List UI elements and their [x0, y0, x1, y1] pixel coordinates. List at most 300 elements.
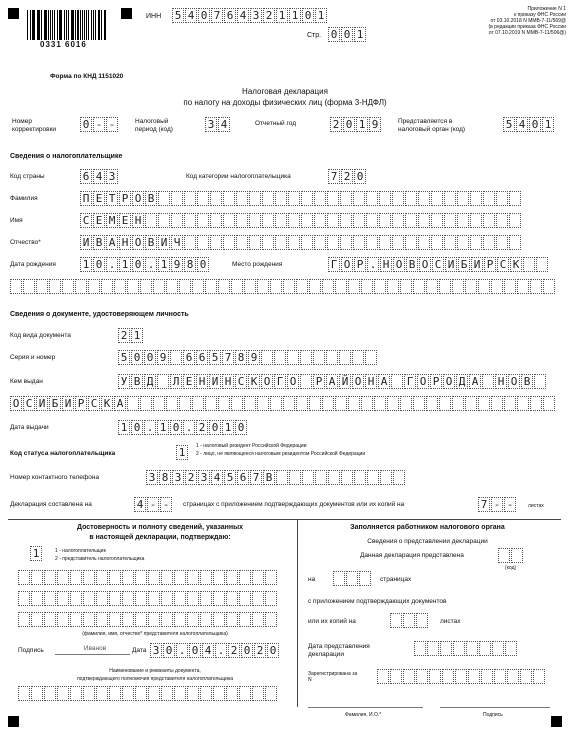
char-cell[interactable] — [236, 235, 248, 250]
char-cell[interactable] — [231, 396, 243, 411]
char-cell[interactable]: К — [101, 396, 113, 411]
char-cell[interactable] — [96, 686, 108, 701]
char-cell[interactable] — [200, 612, 212, 627]
char-cell[interactable] — [483, 235, 495, 250]
char-cell[interactable]: А — [326, 374, 338, 389]
char-cell[interactable]: 8 — [184, 257, 196, 272]
char-cell[interactable] — [523, 257, 535, 272]
char-cell[interactable] — [380, 470, 392, 485]
char-cell[interactable]: 1 — [157, 420, 169, 435]
char-cell[interactable]: Л — [170, 374, 182, 389]
char-cell[interactable]: О — [417, 374, 429, 389]
char-cell[interactable] — [166, 279, 178, 294]
char-cell[interactable] — [444, 213, 456, 228]
char-cell[interactable] — [302, 470, 314, 485]
char-cell[interactable] — [416, 669, 428, 684]
char-cell[interactable] — [174, 686, 186, 701]
char-cell[interactable]: Е — [93, 213, 105, 228]
char-cell[interactable] — [174, 570, 186, 585]
char-cell[interactable] — [289, 470, 301, 485]
char-cell[interactable] — [122, 591, 134, 606]
char-cell[interactable]: Е — [183, 374, 195, 389]
char-cell[interactable] — [213, 591, 225, 606]
char-cell[interactable]: 0 — [131, 350, 143, 365]
char-cell[interactable] — [31, 570, 43, 585]
char-cell[interactable] — [236, 191, 248, 206]
char-cell[interactable] — [197, 213, 209, 228]
char-cell[interactable] — [387, 279, 399, 294]
char-cell[interactable]: 7 — [250, 470, 262, 485]
char-cell[interactable] — [353, 213, 365, 228]
char-cell[interactable]: Р — [484, 257, 496, 272]
char-cell[interactable]: - — [147, 497, 159, 512]
char-cell[interactable] — [322, 396, 334, 411]
char-cell[interactable]: О — [352, 374, 364, 389]
char-cell[interactable] — [313, 350, 325, 365]
char-cell[interactable] — [153, 279, 165, 294]
char-cell[interactable] — [96, 591, 108, 606]
char-cell[interactable]: . — [183, 420, 195, 435]
char-cell[interactable]: 1 — [176, 445, 188, 460]
char-cell[interactable]: С — [88, 396, 100, 411]
char-cell[interactable] — [122, 686, 134, 701]
char-cell[interactable] — [161, 591, 173, 606]
char-cell[interactable]: Т — [106, 191, 118, 206]
char-cell[interactable] — [339, 350, 351, 365]
char-cell[interactable] — [491, 396, 503, 411]
char-cell[interactable]: Н — [222, 374, 234, 389]
char-cell[interactable]: . — [215, 643, 227, 658]
char-cell[interactable] — [418, 191, 430, 206]
period-cells[interactable] — [205, 117, 231, 132]
char-cell[interactable]: - — [491, 497, 503, 512]
char-cell[interactable]: 6 — [80, 169, 92, 184]
char-cell[interactable] — [322, 279, 334, 294]
char-cell[interactable]: . — [106, 257, 118, 272]
char-cell[interactable]: В — [406, 257, 418, 272]
char-cell[interactable]: 3 — [205, 117, 217, 132]
char-cell[interactable] — [431, 191, 443, 206]
char-cell[interactable]: 1 — [131, 328, 143, 343]
char-cell[interactable] — [239, 570, 251, 585]
char-cell[interactable] — [210, 235, 222, 250]
char-cell[interactable] — [140, 396, 152, 411]
char-cell[interactable] — [210, 213, 222, 228]
char-cell[interactable] — [470, 235, 482, 250]
char-cell[interactable] — [166, 396, 178, 411]
char-cell[interactable] — [453, 641, 465, 656]
representative-cells-row1[interactable] — [18, 570, 278, 585]
char-cell[interactable]: 1 — [158, 257, 170, 272]
char-cell[interactable]: 0 — [529, 117, 541, 132]
char-cell[interactable]: 3 — [198, 470, 210, 485]
char-cell[interactable]: Д — [144, 374, 156, 389]
char-cell[interactable] — [109, 686, 121, 701]
char-cell[interactable] — [348, 279, 360, 294]
char-cell[interactable] — [457, 191, 469, 206]
char-cell[interactable]: 5 — [209, 350, 221, 365]
char-cell[interactable]: 1 — [276, 8, 288, 23]
char-cell[interactable] — [465, 396, 477, 411]
char-cell[interactable]: В — [145, 191, 157, 206]
char-cell[interactable] — [403, 613, 415, 628]
char-cell[interactable] — [179, 279, 191, 294]
char-cell[interactable] — [57, 612, 69, 627]
char-cell[interactable]: 0 — [354, 169, 366, 184]
char-cell[interactable]: 2 — [330, 117, 342, 132]
char-cell[interactable] — [353, 191, 365, 206]
char-cell[interactable] — [496, 213, 508, 228]
char-cell[interactable] — [543, 396, 555, 411]
char-cell[interactable]: Н — [495, 374, 507, 389]
char-cell[interactable]: 5 — [118, 350, 130, 365]
char-cell[interactable] — [70, 570, 82, 585]
char-cell[interactable]: О — [393, 257, 405, 272]
char-cell[interactable]: - — [106, 117, 118, 132]
char-cell[interactable] — [390, 669, 402, 684]
char-cell[interactable] — [326, 350, 338, 365]
char-cell[interactable] — [88, 279, 100, 294]
char-cell[interactable]: 1 — [542, 117, 554, 132]
char-cell[interactable] — [507, 669, 519, 684]
char-cell[interactable]: - — [93, 117, 105, 132]
char-cell[interactable]: А — [378, 374, 390, 389]
char-cell[interactable] — [504, 279, 516, 294]
char-cell[interactable]: Г — [328, 257, 340, 272]
char-cell[interactable] — [62, 279, 74, 294]
char-cell[interactable] — [226, 686, 238, 701]
issuer-cells-row1[interactable] — [118, 374, 547, 389]
char-cell[interactable]: О — [341, 257, 353, 272]
char-cell[interactable]: 3 — [146, 470, 158, 485]
char-cell[interactable]: О — [132, 235, 144, 250]
char-cell[interactable] — [403, 669, 415, 684]
char-cell[interactable] — [533, 669, 545, 684]
char-cell[interactable]: 2 — [228, 643, 240, 658]
char-cell[interactable] — [223, 213, 235, 228]
officer-date-cells[interactable] — [414, 641, 518, 656]
char-cell[interactable]: 0 — [198, 8, 210, 23]
char-cell[interactable] — [359, 571, 371, 586]
char-cell[interactable] — [226, 570, 238, 585]
char-cell[interactable] — [31, 612, 43, 627]
char-cell[interactable] — [498, 548, 510, 563]
char-cell[interactable]: О — [443, 374, 455, 389]
char-cell[interactable]: Н — [196, 374, 208, 389]
char-cell[interactable] — [341, 470, 353, 485]
char-cell[interactable]: 3 — [250, 8, 262, 23]
char-cell[interactable]: И — [158, 235, 170, 250]
char-cell[interactable]: С — [497, 257, 509, 272]
char-cell[interactable] — [328, 470, 340, 485]
char-cell[interactable] — [400, 279, 412, 294]
char-cell[interactable] — [140, 279, 152, 294]
char-cell[interactable] — [534, 374, 546, 389]
char-cell[interactable]: И — [471, 257, 483, 272]
char-cell[interactable] — [470, 191, 482, 206]
char-cell[interactable] — [49, 279, 61, 294]
char-cell[interactable] — [158, 191, 170, 206]
char-cell[interactable]: 0 — [341, 27, 353, 42]
char-cell[interactable]: - — [504, 497, 516, 512]
char-cell[interactable] — [252, 612, 264, 627]
char-cell[interactable]: 5 — [224, 470, 236, 485]
char-cell[interactable]: 9 — [248, 350, 260, 365]
char-cell[interactable]: Г — [404, 374, 416, 389]
char-cell[interactable]: 1 — [80, 257, 92, 272]
officer-code-cells[interactable] — [498, 548, 524, 563]
char-cell[interactable] — [482, 374, 494, 389]
char-cell[interactable] — [457, 213, 469, 228]
char-cell[interactable] — [265, 570, 277, 585]
char-cell[interactable] — [374, 396, 386, 411]
char-cell[interactable]: К — [248, 374, 260, 389]
char-cell[interactable] — [96, 612, 108, 627]
char-cell[interactable] — [405, 191, 417, 206]
char-cell[interactable] — [187, 686, 199, 701]
char-cell[interactable]: 6 — [224, 8, 236, 23]
char-cell[interactable] — [333, 571, 345, 586]
char-cell[interactable]: В — [93, 235, 105, 250]
confirm-cells[interactable] — [30, 546, 43, 561]
char-cell[interactable] — [301, 191, 313, 206]
char-cell[interactable] — [96, 570, 108, 585]
char-cell[interactable] — [455, 669, 467, 684]
char-cell[interactable] — [366, 191, 378, 206]
char-cell[interactable] — [315, 470, 327, 485]
char-cell[interactable] — [478, 396, 490, 411]
char-cell[interactable]: В — [145, 235, 157, 250]
doc-cells-row1[interactable] — [18, 686, 278, 701]
char-cell[interactable]: 0 — [328, 27, 340, 42]
char-cell[interactable]: И — [209, 374, 221, 389]
char-cell[interactable] — [161, 612, 173, 627]
char-cell[interactable] — [530, 396, 542, 411]
char-cell[interactable] — [418, 235, 430, 250]
char-cell[interactable]: Ч — [171, 235, 183, 250]
char-cell[interactable] — [148, 570, 160, 585]
series-cells[interactable] — [118, 350, 378, 365]
char-cell[interactable] — [340, 213, 352, 228]
char-cell[interactable] — [296, 279, 308, 294]
issue-date-cells[interactable] — [118, 420, 248, 435]
char-cell[interactable] — [391, 374, 403, 389]
char-cell[interactable] — [288, 213, 300, 228]
year-cells[interactable] — [330, 117, 382, 132]
char-cell[interactable] — [18, 591, 30, 606]
char-cell[interactable]: В — [131, 374, 143, 389]
char-cell[interactable]: 1 — [30, 546, 42, 561]
char-cell[interactable]: . — [367, 257, 379, 272]
char-cell[interactable] — [365, 350, 377, 365]
char-cell[interactable] — [192, 279, 204, 294]
char-cell[interactable] — [314, 213, 326, 228]
char-cell[interactable] — [187, 591, 199, 606]
char-cell[interactable] — [327, 191, 339, 206]
char-cell[interactable] — [252, 591, 264, 606]
char-cell[interactable]: Й — [339, 374, 351, 389]
char-cell[interactable] — [83, 570, 95, 585]
char-cell[interactable]: О — [419, 257, 431, 272]
char-cell[interactable] — [509, 191, 521, 206]
char-cell[interactable] — [23, 279, 35, 294]
char-cell[interactable]: И — [445, 257, 457, 272]
char-cell[interactable] — [366, 213, 378, 228]
char-cell[interactable] — [392, 191, 404, 206]
char-cell[interactable]: 4 — [237, 8, 249, 23]
char-cell[interactable] — [114, 279, 126, 294]
char-cell[interactable] — [18, 570, 30, 585]
char-cell[interactable] — [327, 235, 339, 250]
char-cell[interactable] — [213, 612, 225, 627]
char-cell[interactable]: Б — [49, 396, 61, 411]
char-cell[interactable] — [83, 612, 95, 627]
char-cell[interactable]: 0 — [197, 257, 209, 272]
char-cell[interactable] — [296, 396, 308, 411]
char-cell[interactable]: М — [106, 213, 118, 228]
char-cell[interactable]: 0 — [302, 8, 314, 23]
char-cell[interactable] — [517, 279, 529, 294]
char-cell[interactable] — [57, 686, 69, 701]
char-cell[interactable]: . — [176, 643, 188, 658]
char-cell[interactable] — [148, 612, 160, 627]
representative-cells-row3[interactable] — [18, 612, 278, 627]
char-cell[interactable] — [470, 213, 482, 228]
char-cell[interactable] — [468, 669, 480, 684]
char-cell[interactable]: Р — [430, 374, 442, 389]
char-cell[interactable]: 4 — [185, 8, 197, 23]
char-cell[interactable] — [135, 612, 147, 627]
char-cell[interactable]: Б — [458, 257, 470, 272]
char-cell[interactable] — [504, 396, 516, 411]
char-cell[interactable]: 4 — [211, 470, 223, 485]
char-cell[interactable] — [274, 350, 286, 365]
char-cell[interactable]: 1 — [118, 420, 130, 435]
char-cell[interactable] — [184, 213, 196, 228]
char-cell[interactable] — [252, 570, 264, 585]
char-cell[interactable] — [440, 641, 452, 656]
char-cell[interactable]: С — [80, 213, 92, 228]
char-cell[interactable] — [223, 235, 235, 250]
char-cell[interactable]: 1 — [119, 257, 131, 272]
char-cell[interactable] — [427, 641, 439, 656]
status-cells[interactable] — [176, 445, 189, 460]
char-cell[interactable] — [127, 279, 139, 294]
char-cell[interactable] — [288, 191, 300, 206]
char-cell[interactable]: 0 — [343, 117, 355, 132]
surname-cells[interactable] — [80, 191, 522, 206]
char-cell[interactable] — [44, 612, 56, 627]
birthplace-cells[interactable] — [328, 257, 549, 272]
char-cell[interactable] — [70, 612, 82, 627]
char-cell[interactable] — [444, 191, 456, 206]
char-cell[interactable] — [135, 591, 147, 606]
char-cell[interactable] — [127, 396, 139, 411]
birthdate-cells[interactable] — [80, 257, 210, 272]
char-cell[interactable]: О — [508, 374, 520, 389]
pages-cells[interactable] — [134, 497, 173, 512]
category-cells[interactable] — [328, 169, 367, 184]
char-cell[interactable] — [109, 612, 121, 627]
char-cell[interactable] — [300, 374, 312, 389]
char-cell[interactable] — [481, 669, 493, 684]
char-cell[interactable] — [244, 396, 256, 411]
char-cell[interactable] — [109, 591, 121, 606]
char-cell[interactable]: Д — [456, 374, 468, 389]
char-cell[interactable] — [352, 350, 364, 365]
char-cell[interactable] — [174, 591, 186, 606]
char-cell[interactable] — [429, 669, 441, 684]
char-cell[interactable] — [192, 396, 204, 411]
char-cell[interactable]: 6 — [196, 350, 208, 365]
char-cell[interactable] — [122, 612, 134, 627]
char-cell[interactable] — [57, 591, 69, 606]
char-cell[interactable] — [353, 235, 365, 250]
char-cell[interactable] — [275, 235, 287, 250]
char-cell[interactable] — [261, 350, 273, 365]
char-cell[interactable] — [218, 279, 230, 294]
char-cell[interactable] — [491, 279, 503, 294]
char-cell[interactable] — [379, 191, 391, 206]
char-cell[interactable]: 1 — [315, 8, 327, 23]
char-cell[interactable] — [431, 213, 443, 228]
char-cell[interactable] — [239, 591, 251, 606]
char-cell[interactable] — [171, 191, 183, 206]
char-cell[interactable] — [200, 591, 212, 606]
char-cell[interactable] — [418, 213, 430, 228]
char-cell[interactable]: 0 — [170, 420, 182, 435]
char-cell[interactable] — [426, 396, 438, 411]
char-cell[interactable]: 2 — [263, 8, 275, 23]
char-cell[interactable]: 0 — [144, 350, 156, 365]
char-cell[interactable] — [157, 374, 169, 389]
char-cell[interactable]: Н — [365, 374, 377, 389]
char-cell[interactable] — [145, 213, 157, 228]
char-cell[interactable] — [413, 396, 425, 411]
char-cell[interactable] — [265, 612, 277, 627]
char-cell[interactable] — [135, 686, 147, 701]
char-cell[interactable]: И — [36, 396, 48, 411]
char-cell[interactable] — [18, 612, 30, 627]
char-cell[interactable] — [301, 213, 313, 228]
char-cell[interactable] — [109, 570, 121, 585]
char-cell[interactable] — [346, 571, 358, 586]
country-cells[interactable] — [80, 169, 119, 184]
sign-date-cells[interactable] — [150, 643, 280, 658]
char-cell[interactable] — [158, 213, 170, 228]
char-cell[interactable]: 1 — [356, 117, 368, 132]
char-cell[interactable] — [379, 235, 391, 250]
char-cell[interactable]: Р — [75, 396, 87, 411]
char-cell[interactable] — [239, 612, 251, 627]
char-cell[interactable] — [31, 686, 43, 701]
authority-cells[interactable] — [503, 117, 555, 132]
char-cell[interactable] — [70, 686, 82, 701]
char-cell[interactable] — [452, 279, 464, 294]
char-cell[interactable]: . — [144, 420, 156, 435]
char-cell[interactable]: 0 — [235, 420, 247, 435]
char-cell[interactable]: У — [118, 374, 130, 389]
char-cell[interactable] — [275, 213, 287, 228]
char-cell[interactable] — [392, 235, 404, 250]
char-cell[interactable] — [431, 235, 443, 250]
char-cell[interactable] — [314, 191, 326, 206]
char-cell[interactable]: 4 — [516, 117, 528, 132]
char-cell[interactable]: 2 — [118, 328, 130, 343]
char-cell[interactable]: О — [261, 374, 273, 389]
patronymic-cells[interactable] — [80, 235, 522, 250]
char-cell[interactable] — [184, 235, 196, 250]
